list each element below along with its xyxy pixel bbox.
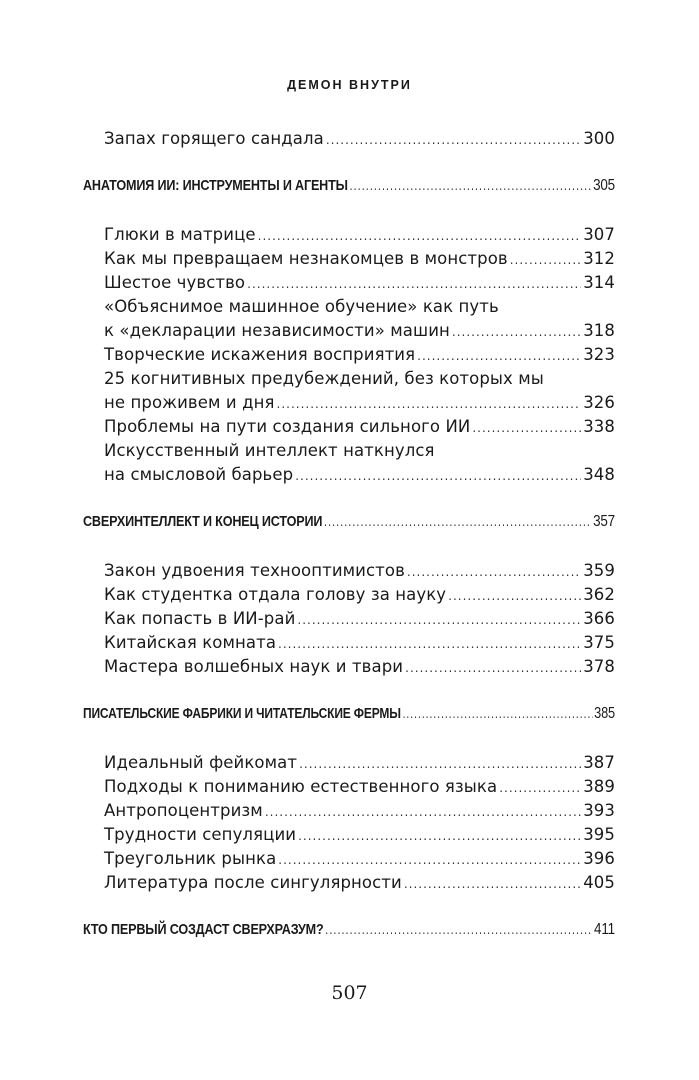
toc-entry [104,777,615,796]
dot-leader [349,179,591,193]
toc-entry [104,849,615,868]
toc-page-number: 359 [583,561,615,580]
toc-section [83,921,615,939]
toc-entry-title: Творческие искажения восприятия [104,345,416,364]
toc-page-number: 375 [583,633,615,652]
toc-section [83,513,615,531]
toc-entry [104,249,615,268]
toc-page-number: 396 [583,849,615,868]
toc-entry-first-line [104,441,615,460]
dot-leader [298,829,581,843]
toc-section [83,177,615,195]
toc-section-title: КТО ПЕРВЫЙ СОЗДАСТ СВЕРХРАЗУМ? [83,921,324,938]
dot-leader [510,253,581,267]
toc-entry [104,393,615,412]
toc-entry-title: 25 когнитивных предубеждений, без которых мы [104,369,544,388]
toc-entry-title: Подходы к пониманию естественного языка [104,777,498,796]
running-head: ДЕМОН ВНУТРИ [287,78,412,92]
toc-entry-title: Мастера волшебных наук и твари [104,657,404,676]
toc-entry-title: Искусственный интеллект наткнулся [104,441,435,460]
toc-entry [104,561,615,580]
dot-leader [405,661,581,675]
toc-entry-first-line [104,369,615,388]
toc-section [83,705,615,723]
toc-page-number: 338 [583,417,615,436]
dot-leader [247,277,581,291]
toc-page-number: 395 [583,825,615,844]
toc-entry-title: «Объяснимое машинное обучение» как путь [104,297,499,316]
toc-entry [104,633,615,652]
toc-page-number: 300 [583,129,615,148]
toc-entry [104,657,615,676]
dot-leader [324,515,591,529]
toc-page-number: 318 [583,321,615,340]
toc-entry-title: Как студентка отдала голову за науку [104,585,447,604]
toc-page-number: 385 [594,705,615,722]
dot-leader [448,589,581,603]
toc-page-number: 393 [583,801,615,820]
toc-entry-title: Проблемы на пути создания сильного ИИ [104,417,471,436]
toc-entry-title: Антропоцентризм [104,801,263,820]
toc-entry [104,825,615,844]
toc-entry-title: Треугольник рынка [104,849,277,868]
toc-section-title: ПИСАТЕЛЬСКИЕ ФАБРИКИ И ЧИТАТЕЛЬСКИЕ ФЕРМЫ [83,705,401,722]
dot-leader [499,781,581,795]
toc-page-number: 307 [583,225,615,244]
dot-leader [402,707,592,721]
toc-page-number: 378 [583,657,615,676]
toc-entry [104,345,615,364]
toc-entry [104,465,615,484]
toc-page-number: 305 [593,177,615,194]
toc-page-number: 326 [583,393,615,412]
toc-entry [104,225,615,244]
toc-entry [104,129,615,148]
page-number: 507 [331,982,368,1004]
dot-leader [258,229,582,243]
dot-leader [325,923,592,937]
toc-entry-title: Как мы превращаем незнакомцев в монстров [104,249,508,268]
toc-entry-title: Закон удвоения технооптимистов [104,561,405,580]
dot-leader [326,133,581,147]
toc-page-number: 312 [583,249,615,268]
toc-page-number: 411 [594,921,615,938]
toc-page-number: 323 [583,345,615,364]
toc-entry-title: Трудности сепуляции [104,825,297,844]
toc-section-title: АНАТОМИЯ ИИ: ИНСТРУМЕНТЫ И АГЕНТЫ [83,177,348,194]
toc-entry-title: Шестое чувство [104,273,246,292]
toc-entry-title: к «декларации независимости» машин [104,321,450,340]
dot-leader [299,757,581,771]
toc-page-number: 314 [583,273,615,292]
toc-entry [104,321,615,340]
dot-leader [407,565,581,579]
toc-page-number: 389 [583,777,615,796]
dot-leader [472,421,581,435]
toc-entry-title: не проживем и дня [104,393,275,412]
dot-leader [295,469,581,483]
toc-entry [104,609,615,628]
dot-leader [277,397,582,411]
dot-leader [404,877,581,891]
dot-leader [278,637,581,651]
toc-entry [104,801,615,820]
toc-entry-title: на смысловой барьер [104,465,294,484]
toc-entry [104,273,615,292]
dot-leader [417,349,581,363]
dot-leader [297,613,581,627]
toc-entry-first-line [104,297,615,316]
toc-page-number: 357 [593,513,615,530]
dot-leader [452,325,581,339]
toc-entry [104,585,615,604]
toc-entry [104,873,615,892]
toc-entry-title: Как попасть в ИИ-рай [104,609,296,628]
toc-entry-title: Китайская комната [104,633,277,652]
toc-page-number: 387 [583,753,615,772]
toc-entry-title: Литература после сингулярности [104,873,402,892]
dot-leader [265,805,581,819]
toc-entry [104,417,615,436]
toc-page-number: 405 [583,873,615,892]
toc-page-number: 362 [583,585,615,604]
dot-leader [278,853,581,867]
toc-page-number: 366 [583,609,615,628]
toc-section-title: СВЕРХИНТЕЛЛЕКТ И КОНЕЦ ИСТОРИИ [83,513,323,530]
toc-page-number: 348 [583,465,615,484]
toc-entry-title: Глюки в матрице [104,225,256,244]
toc-entry [104,753,615,772]
toc-entry-title: Запах горящего сандала [104,129,324,148]
toc-entry-title: Идеальный фейкомат [104,753,298,772]
